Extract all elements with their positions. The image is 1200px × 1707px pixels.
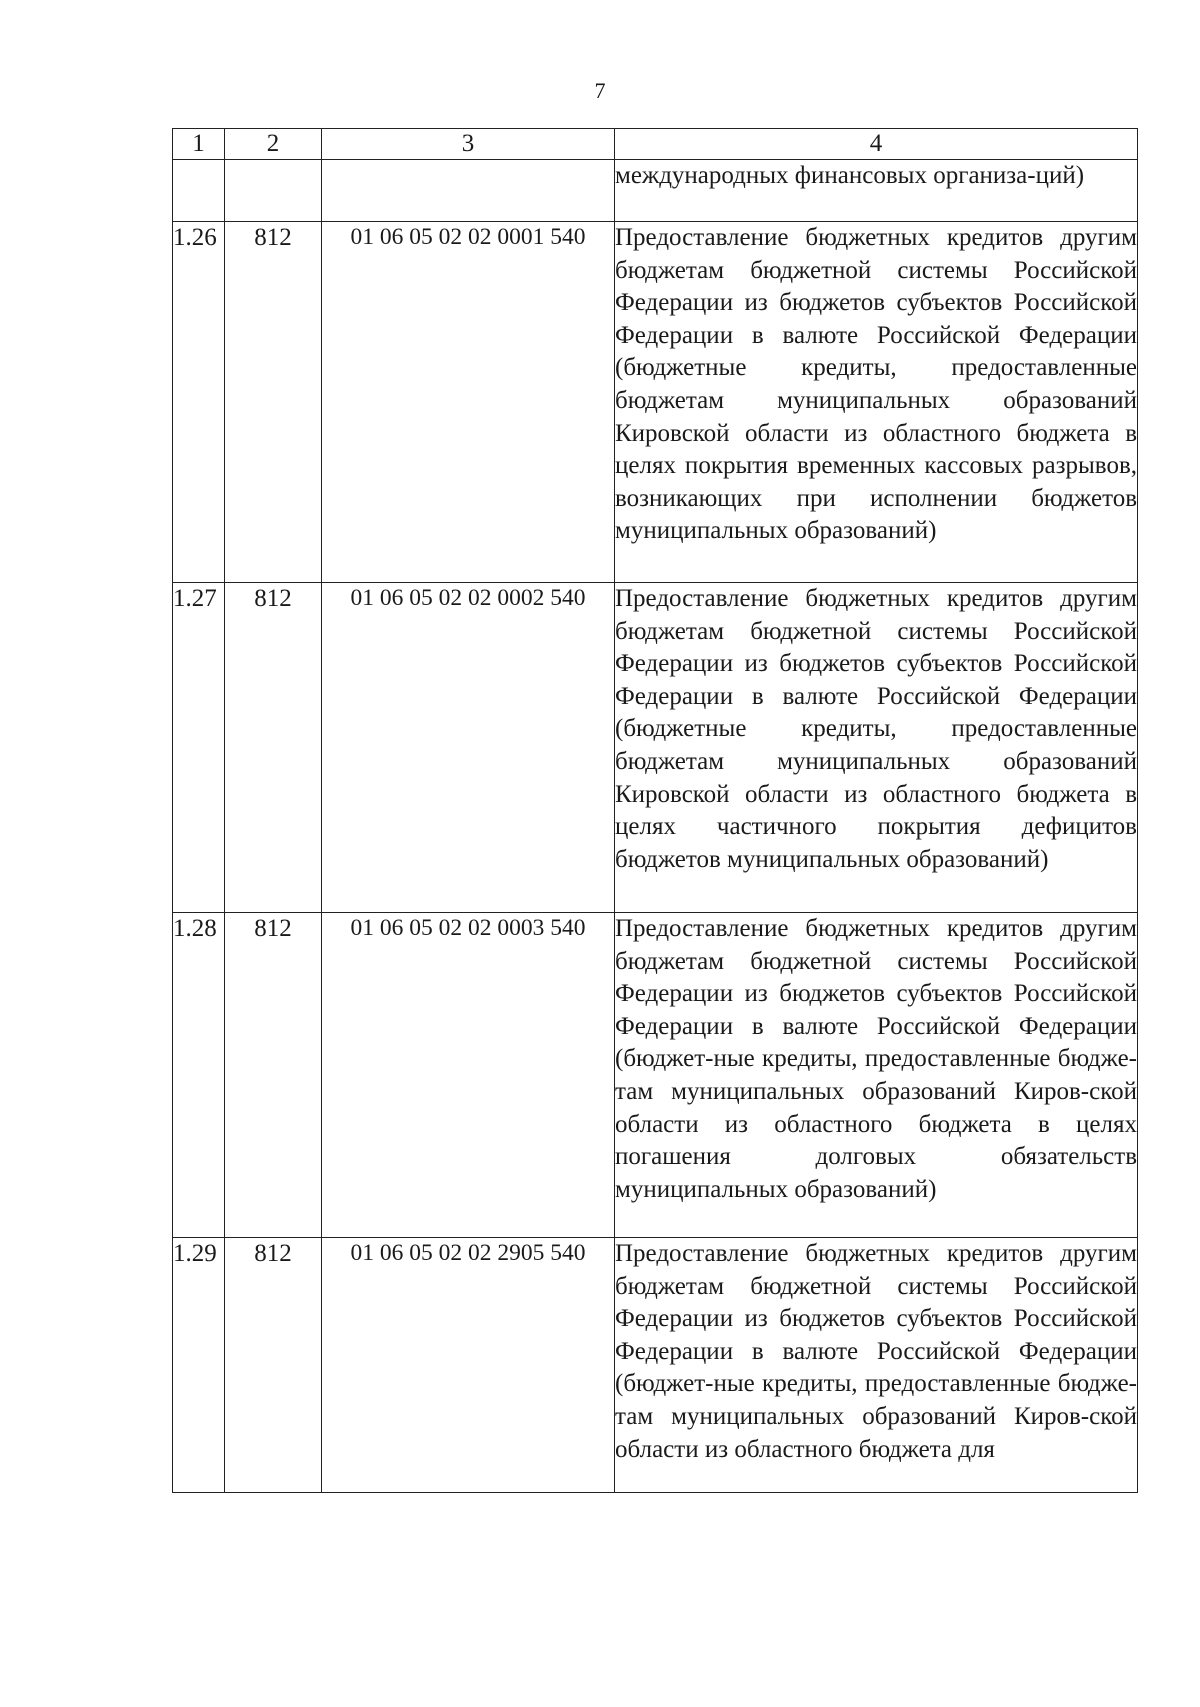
description: Предоставление бюджетных кредитов другим бюджетам бюджетной системы Российской Федерации из бюджетов субъектов Российской Федерации в валюте Российской Федерации (бюджетные кредиты, предоставленные бюджетам муниципальных образований Кировской области из областного бюджета в целях частичного покрытия дефицитов бюджетов муниципальных образований) bbox=[615, 583, 1138, 913]
row-number: 1.28 bbox=[173, 913, 225, 1238]
admin-code: 812 bbox=[225, 913, 322, 1238]
table-row bbox=[173, 1238, 1138, 1493]
admin-code bbox=[225, 160, 322, 222]
header-col-4: 4 bbox=[615, 129, 1138, 160]
row-number: 1.26 bbox=[173, 222, 225, 583]
row-number bbox=[173, 160, 225, 222]
header-col-2: 2 bbox=[225, 129, 322, 160]
header-col-1: 1 bbox=[173, 129, 225, 160]
budget-sources-table bbox=[172, 128, 1138, 1493]
classification-code: 01 06 05 02 02 0002 540 bbox=[322, 583, 615, 913]
row-number: 1.27 bbox=[173, 583, 225, 913]
table-row bbox=[173, 222, 1138, 583]
table-row bbox=[173, 913, 1138, 1238]
classification-code: 01 06 05 02 02 0003 540 bbox=[322, 913, 615, 1238]
classification-code: 01 06 05 02 02 2905 540 bbox=[322, 1238, 615, 1493]
continuation-row bbox=[173, 160, 1138, 222]
description: международных финансовых организа-ций) bbox=[615, 160, 1138, 222]
admin-code: 812 bbox=[225, 1238, 322, 1493]
classification-code bbox=[322, 160, 615, 222]
admin-code: 812 bbox=[225, 222, 322, 583]
header-row bbox=[173, 129, 1138, 160]
description: Предоставление бюджетных кредитов другим бюджетам бюджетной системы Российской Федерации из бюджетов субъектов Российской Федерации в валюте Российской Федерации (бюджет-ные кредиты, предоставленные бюдже-там муниципальных образований Киров-ской области из областного бюджета в целях погашения долговых обязательств муниципальных образований) bbox=[615, 913, 1138, 1238]
description: Предоставление бюджетных кредитов другим бюджетам бюджетной системы Российской Федерации из бюджетов субъектов Российской Федерации в валюте Российской Федерации (бюджетные кредиты, предоставленные бюджетам муниципальных образований Кировской области из областного бюджета в целях покрытия временных кассовых разрывов, возникающих при исполнении бюджетов муниципальных образований) bbox=[615, 222, 1138, 583]
classification-code: 01 06 05 02 02 0001 540 bbox=[322, 222, 615, 583]
header-col-3: 3 bbox=[322, 129, 615, 160]
row-number: 1.29 bbox=[173, 1238, 225, 1493]
description: Предоставление бюджетных кредитов другим бюджетам бюджетной системы Российской Федерации из бюджетов субъектов Российской Федерации в валюте Российской Федерации (бюджет-ные кредиты, предоставленные бюдже-там муниципальных образований Киров-ской области из областного бюджета для bbox=[615, 1238, 1138, 1493]
admin-code: 812 bbox=[225, 583, 322, 913]
page-number: 7 bbox=[594, 78, 606, 103]
table-row bbox=[173, 583, 1138, 913]
